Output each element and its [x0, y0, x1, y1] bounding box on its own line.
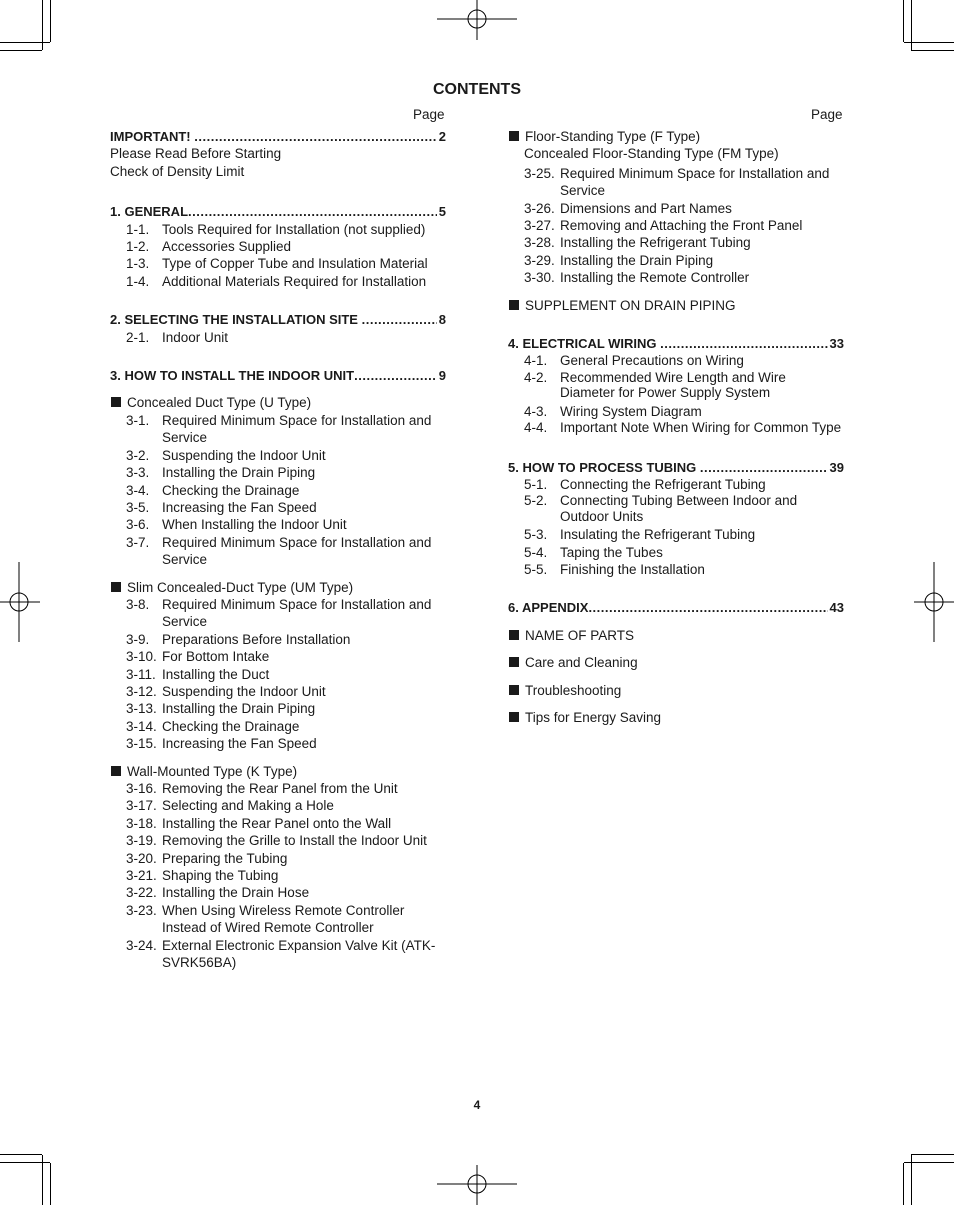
toc-item[interactable]: 3-12. Suspending the Indoor Unit — [126, 683, 326, 699]
toc-item[interactable]: 3-4. Checking the Drainage — [126, 482, 300, 498]
page-column-label-left: Page — [413, 107, 445, 122]
toc-item[interactable]: 3-5. Increasing the Fan Speed — [126, 499, 317, 515]
square-bullet-icon — [509, 712, 519, 722]
toc-item[interactable]: 3-20. Preparing the Tubing — [126, 850, 288, 866]
toc-item[interactable]: 4-1. General Precautions on Wiring — [524, 353, 744, 369]
toc-right-column — [508, 128, 844, 726]
toc-heading-electrical[interactable]: 4. ELECTRICAL WIRING ..... 33 — [508, 335, 844, 352]
toc-item[interactable]: 3-13. Installing the Drain Piping — [126, 701, 316, 717]
registration-mark-bottom — [437, 1165, 517, 1205]
toc-group-label[interactable]: Troubleshooting — [508, 682, 844, 699]
toc-item[interactable]: 1-4. Additional Materials Required for Installation — [126, 273, 427, 289]
toc-item[interactable]: 3-27. Removing and Attaching the Front Panel — [524, 218, 803, 234]
toc-heading-site[interactable]: 2. SELECTING THE INSTALLATION SITE ..... 8 — [110, 311, 446, 328]
toc-item[interactable]: 5-2. Connecting Tubing Between Indoor and Outdoor Units — [524, 493, 798, 524]
toc-item[interactable]: 3-10. For Bottom Intake — [126, 649, 270, 665]
toc-group-label[interactable]: SUPPLEMENT ON DRAIN PIPING — [508, 297, 844, 314]
toc-heading-important[interactable]: IMPORTANT! ..... 2 — [110, 128, 446, 145]
toc-group-label[interactable]: Wall-Mounted Type (K Type) — [110, 763, 446, 780]
square-bullet-icon — [509, 300, 519, 310]
toc-section-electrical — [508, 335, 844, 435]
toc-item[interactable]: 2-1. Indoor Unit — [126, 329, 229, 345]
toc-item[interactable]: 3-16. Removing the Rear Panel from the Unit — [126, 781, 398, 796]
square-bullet-icon — [509, 657, 519, 667]
registration-mark-left — [0, 562, 40, 642]
toc-section-install-indoor — [110, 367, 446, 384]
square-bullet-icon — [111, 766, 121, 776]
toc-group-label[interactable]: Tips for Energy Saving — [508, 709, 844, 726]
toc-group-label[interactable]: NAME OF PARTS — [508, 627, 844, 644]
toc-group-label[interactable]: Concealed Duct Type (U Type) — [110, 394, 446, 411]
registration-mark-right — [914, 562, 954, 642]
toc-item[interactable]: 5-3. Insulating the Refrigerant Tubing — [524, 527, 756, 543]
toc-item[interactable]: 5-4. Taping the Tubes — [524, 544, 663, 560]
toc-group-u-type — [110, 394, 446, 568]
toc-item[interactable]: 3-7. Required Minimum Space for Installation and Service — [126, 534, 432, 568]
toc-item[interactable]: 3-14. Checking the Drainage — [126, 718, 300, 734]
toc-left-column — [110, 128, 446, 971]
toc-item[interactable]: 3-26. Dimensions and Part Names — [524, 200, 732, 216]
toc-heading-general[interactable]: 1. GENERAL ..... 5 — [110, 203, 446, 220]
toc-item[interactable]: 3-2. Suspending the Indoor Unit — [126, 447, 326, 463]
toc-supplement — [508, 297, 844, 314]
toc-item[interactable]: 4-4. Important Note When Wiring for Common Type — [524, 420, 842, 436]
square-bullet-icon — [509, 630, 519, 640]
toc-item[interactable]: 1-1. Tools Required for Installation (not supplied) — [126, 221, 426, 237]
page-column-label-right: Page — [811, 107, 843, 122]
square-bullet-icon — [509, 131, 519, 141]
toc-item[interactable]: 3-3. Installing the Drain Piping — [126, 465, 316, 481]
toc-item[interactable]: 3-19. Removing the Grille to Install the Indoor Unit — [126, 833, 427, 849]
toc-item[interactable]: 3-11. Installing the Duct — [126, 666, 270, 682]
toc-heading-tubing[interactable]: 5. HOW TO PROCESS TUBING ..... 39 — [508, 459, 844, 476]
toc-item[interactable]: 5-1. Connecting the Refrigerant Tubing — [524, 476, 766, 492]
toc-item[interactable]: 1-3. Type of Copper Tube and Insulation Material — [126, 256, 428, 272]
toc-item[interactable]: 3-6. When Installing the Indoor Unit — [126, 517, 347, 533]
toc-section-appendix — [508, 599, 844, 726]
toc-item[interactable]: 3-30. Installing the Remote Controller — [524, 270, 750, 286]
toc-group-k-type — [110, 763, 446, 972]
square-bullet-icon — [509, 685, 519, 695]
toc-group-label[interactable]: Care and Cleaning — [508, 654, 844, 671]
toc-item[interactable]: 3-15. Increasing the Fan Speed — [126, 736, 317, 752]
page-title: CONTENTS — [433, 81, 521, 98]
toc-heading-appendix[interactable]: 6. APPENDIX ..... 43 — [508, 599, 844, 616]
toc-item[interactable]: 3-1. Required Minimum Space for Installation and Service — [126, 412, 432, 446]
toc-item[interactable]: 3-23. When Using Wireless Remote Controller Instead of Wired Remote Controller — [126, 902, 405, 936]
toc-group-f-type — [508, 128, 844, 287]
toc-item[interactable]: 1-2. Accessories Supplied — [126, 239, 292, 255]
toc-item[interactable]: 3-9. Preparations Before Installation — [126, 631, 351, 647]
toc-item[interactable]: 4-3. Wiring System Diagram — [524, 403, 702, 419]
toc-item[interactable]: 5-5. Finishing the Installation — [524, 561, 705, 577]
toc-group-um-type — [110, 579, 446, 753]
toc-item[interactable]: 3-18. Installing the Rear Panel onto the Wall — [126, 815, 392, 831]
registration-mark-top — [437, 0, 517, 40]
toc-item[interactable]: 3-28. Installing the Refrigerant Tubing — [524, 235, 751, 251]
toc-section-site — [110, 311, 446, 346]
toc-item[interactable]: 3-24. External Electronic Expansion Valve Kit (ATK-SVRK56BA) — [126, 937, 436, 971]
toc-item[interactable]: 3-8. Required Minimum Space for Installation and Service — [126, 596, 432, 630]
toc-item[interactable]: 4-2. Recommended Wire Length and Wire Diameter for Power Supply System — [524, 369, 786, 401]
toc-section-tubing — [508, 459, 844, 579]
toc-line: Please Read Before Starting — [110, 146, 282, 162]
toc-section-important — [110, 128, 446, 180]
toc-group-label[interactable]: Floor-Standing Type (F Type) — [508, 128, 844, 145]
toc-item[interactable]: 3-21. Shaping the Tubing — [126, 868, 279, 884]
toc-group-label[interactable]: Slim Concealed-Duct Type (UM Type) — [110, 579, 446, 596]
toc-item[interactable]: 3-22. Installing the Drain Hose — [126, 885, 310, 901]
toc-item[interactable]: 3-17. Selecting and Making a Hole — [126, 798, 334, 814]
square-bullet-icon — [111, 397, 121, 407]
toc-item[interactable]: 3-25. Required Minimum Space for Installation and Service — [524, 165, 830, 199]
square-bullet-icon — [111, 582, 121, 592]
toc-group-label-secondary: Concealed Floor-Standing Type (FM Type) — [524, 146, 779, 162]
toc-heading-install-indoor[interactable]: 3. HOW TO INSTALL THE INDOOR UNIT ..... 9 — [110, 367, 446, 384]
toc-item[interactable]: 3-29. Installing the Drain Piping — [524, 252, 714, 268]
page-number: 4 — [473, 1098, 481, 1112]
toc-section-general — [110, 203, 446, 290]
toc-line: Check of Density Limit — [110, 163, 245, 179]
